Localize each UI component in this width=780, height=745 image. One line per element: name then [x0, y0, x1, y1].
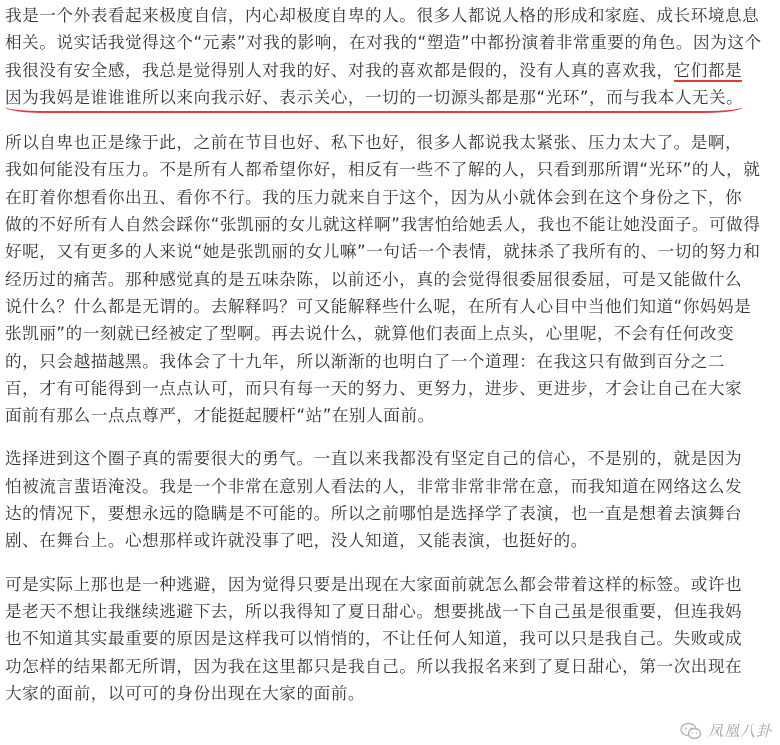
text-segment: 我很没有安全感，我总是觉得别人对我的好、对我的喜欢都是假的，没有人真的喜欢我，: [5, 60, 674, 80]
text-line: [5, 84, 775, 113]
text-line: 功怎样的结果都无所谓，因为我在这里都只是我自己。所以我报名来到了夏日甜心，第一次出现在: [5, 656, 743, 676]
text-line: 所以自卑也正是缘于此，之前在节目也好、私下也好，很多人都说我太紧张、压力太大了。是啊，: [5, 133, 743, 153]
text-line: 百，才有可能得到一点点认可，而只有每一天的努力、更努力，进步、更进步，才会让自己在大家: [5, 378, 743, 398]
text-line: 说什么？什么都是无谓的。去解释吗？可又能解释些什么呢，在所有人心目中当他们知道“你妈妈是: [5, 296, 752, 316]
text-line: 剧、在舞台上。心想那样或许就没事了吧，没人知道，又能表演，也挺好的。: [5, 531, 588, 551]
text-line: 我如何能没有压力。不是所有人都希望你好，相反有一些不了解的人，只看到那所谓“光环”的人，就: [5, 160, 761, 180]
text-line: 经历过的痛苦。那种感觉真的是五味杂陈，以前还小，真的会觉得很委屈很委屈，可是又能做什么: [5, 269, 743, 289]
article-body: [5, 2, 775, 723]
text-line: 在盯着你想看你出丑、看你不行。我的压力就来自于这个，因为从小就体会到在这个身份之下，你: [5, 187, 743, 207]
paragraph-1: [5, 2, 775, 113]
text-line: 的，只会越描越黑。我体会了十九年，所以渐渐的也明白了一个道理：在我这只有做到百分之二: [5, 351, 726, 371]
text-line: [5, 57, 775, 84]
text-line: 大家的面前，以可可的身份出现在大家的面前。: [5, 683, 366, 703]
text-line: 面前有那么一点点尊严，才能挺起腰杆“站”在别人面前。: [5, 406, 435, 426]
text-line: 是老天不想让我继续逃避下去，所以我得知了夏日甜心。想要挑战一下自己虽是很重要，但连我妈: [5, 601, 743, 621]
text-line: 可是实际上那也是一种逃避，因为觉得只要是出现在大家面前就怎么都会带着这样的标签。或许也: [5, 574, 743, 594]
paragraph-2: [5, 129, 775, 429]
text-line: 选择进到这个圈子真的需要很大的勇气。一直以来我都没有坚定自己的信心，不是别的，就是因为: [5, 449, 743, 469]
wechat-icon: [680, 722, 702, 740]
text-line: 也不知道其实最重要的原因是这样我可以悄悄的，不让任何人知道，我可以只是我自己。失败或成: [5, 629, 743, 649]
underlined-phrase: 它们都是: [673, 60, 743, 80]
text-line: 好呢，又有更多的人来说“她是张凯丽的女儿嘛”一句话一个表情，就抹杀了我所有的、一切的努力和: [5, 242, 761, 262]
paragraph-3: [5, 445, 775, 554]
paragraph-4: [5, 571, 775, 707]
watermark-text: 凤凰八卦: [707, 722, 772, 740]
text-line: 相关。说实话我觉得这个“元素”对我的影响，在对我的“塑造”中都扮演着非常重要的角色。因为这个: [5, 33, 762, 53]
text-line: 达的情况下，要想永远的隐瞒是不可能的。所以之前哪怕是选择学了表演，也一直是想着去演舞台: [5, 504, 743, 524]
watermark: [680, 720, 772, 741]
text-line: 怕被流言蜚语淹没。我是一个非常在意别人看法的人，非常非常非常在意，而我知道在网络这么发: [5, 476, 743, 496]
underlined-sentence: 因为我妈是谁谁谁所以来向我示好、表示关心，一切的一切源头都是那“光环”，而与我本人无关。: [5, 84, 743, 113]
text-line: 我是一个外表看起来极度自信，内心却极度自卑的人。很多人都说人格的形成和家庭、成长环境息息: [5, 6, 760, 25]
text-line: 做的不好所有人自然会踩你“张凯丽的女儿就这样啊”我害怕给她丢人，我也不能让她没面子。可做得: [5, 215, 761, 235]
text-line: 张凯丽”的一刻就已经被定了型啊。再去说什么，就算他们表面上点头，心里呢，不会有任何改变: [5, 324, 735, 344]
